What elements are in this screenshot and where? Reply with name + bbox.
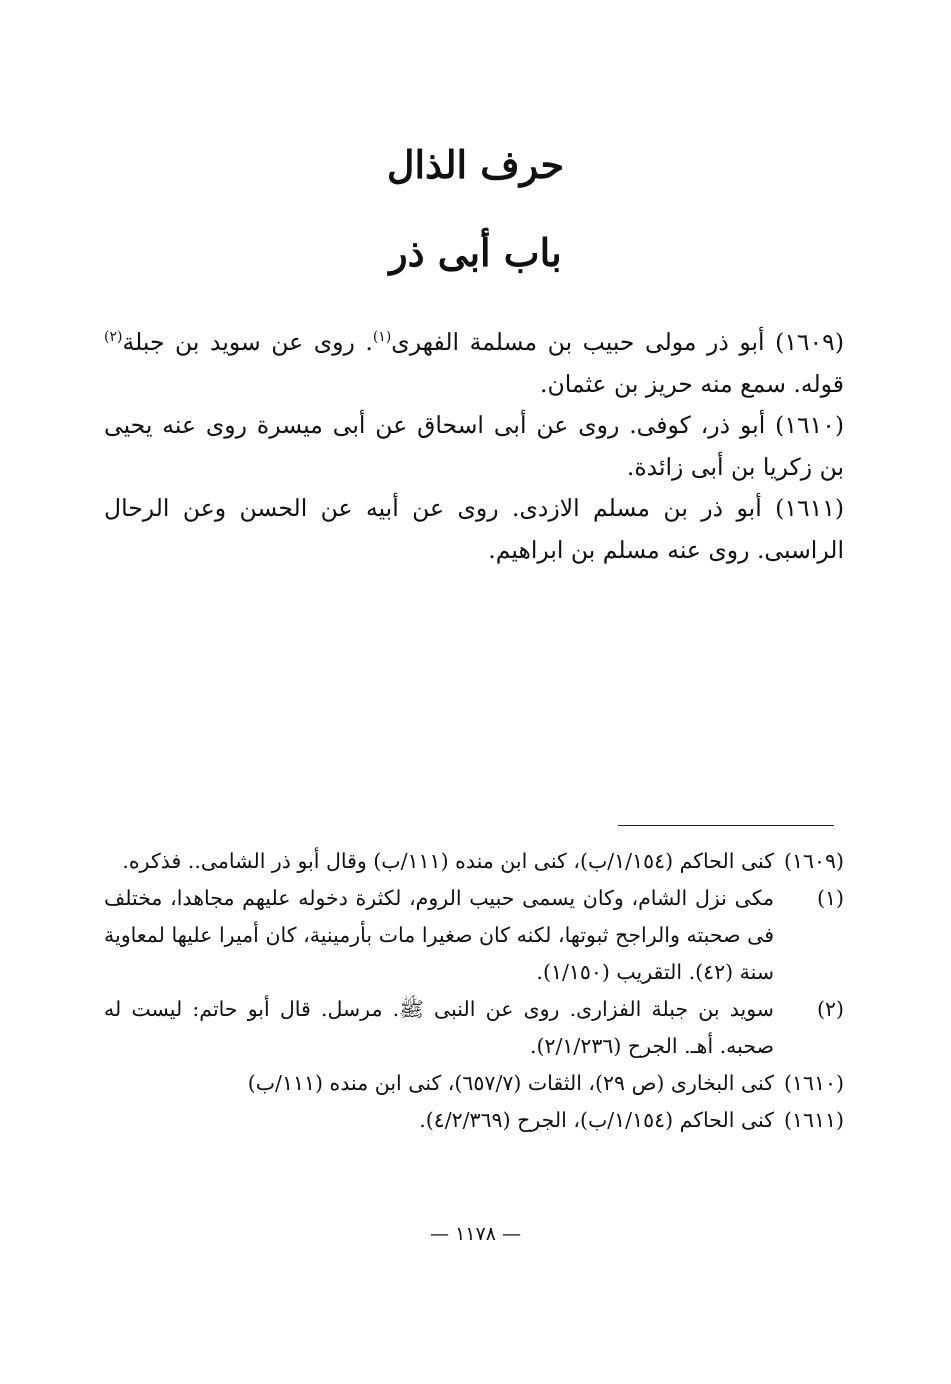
footnote-item (104, 1102, 844, 1139)
entry-text: . روى عن سويد بن جبلة (122, 328, 373, 356)
footnote-item (104, 843, 844, 880)
entry-1611: (١٦١١) أبو ذر بن مسلم الازدى. روى عن أبيه عن الحسن وعن الرحال الراسبى. روى عنه مسلم بن ابراهيم. (104, 494, 844, 564)
entry-text: قوله. سمع منه حريز بن عثمان. (539, 369, 844, 398)
footnote-text: كنى البخارى (ص ٢٩)، الثقات (٦٥٧/٧)، كنى ابن منده (١١١/ب) (247, 1071, 774, 1095)
entry-text: (١٦٠٩) أبو ذر مولى حبيب بن مسلمة الفهرى (391, 328, 844, 356)
footnote-text: مكى نزل الشام، وكان يسمى حبيب الروم، لكثرة دخوله عليهم مجاهدا، مختلف فى صحبته والراجح ثبوتها، لكنه كان صغيرا مات بأرمينية، كان أميرا عليها لمعاوية سنة (٤٢). التقريب (١/١٥٠). (104, 886, 774, 984)
footnote-label: (١٦١٠) (783, 1071, 844, 1095)
footnote-label: (١) (816, 886, 844, 910)
entry-1610: (١٦١٠) أبو ذر، كوفى. روى عن أبى اسحاق عن أبى ميسرة روى عنه يحيى بن زكريا بن أبى زائدة. (104, 411, 844, 481)
entries-body (104, 322, 844, 571)
footnote-item (104, 991, 844, 1065)
footnote-text: كنى الحاكم (١/١٥٤/ب)، كنى ابن منده (١١١/ب) وقال أبو ذر الشامى.. فذكره. (122, 849, 774, 873)
footnote-item (104, 1065, 844, 1102)
footnote-text: كنى الحاكم (١/١٥٤/ب)، الجرح (٤/٢/٣٦٩). (419, 1108, 774, 1132)
footnote-label: (١٦٠٩) (783, 849, 844, 873)
footnote-marker: (١) (372, 329, 392, 346)
footnote-label: (٢) (816, 997, 844, 1021)
chapter-title: حرف الذال (386, 142, 565, 187)
footnote-item (104, 880, 844, 991)
page-number: — ١١٧٨ — (430, 1223, 521, 1245)
footnote-text: سويد بن جبلة الفزارى. روى عن النبى ﷺ. مرسل. قال أبو حاتم: ليست له صحبه. أهـ. الجرح (٢/١/٢٣٦). (104, 997, 774, 1058)
entry-1609 (104, 322, 844, 405)
section-title: باب أبى ذر (389, 230, 562, 275)
footnotes (104, 843, 844, 1139)
footnote-divider (618, 825, 834, 826)
footnote-label: (١٦١١) (783, 1108, 844, 1132)
footnote-marker: (٢) (104, 329, 123, 346)
